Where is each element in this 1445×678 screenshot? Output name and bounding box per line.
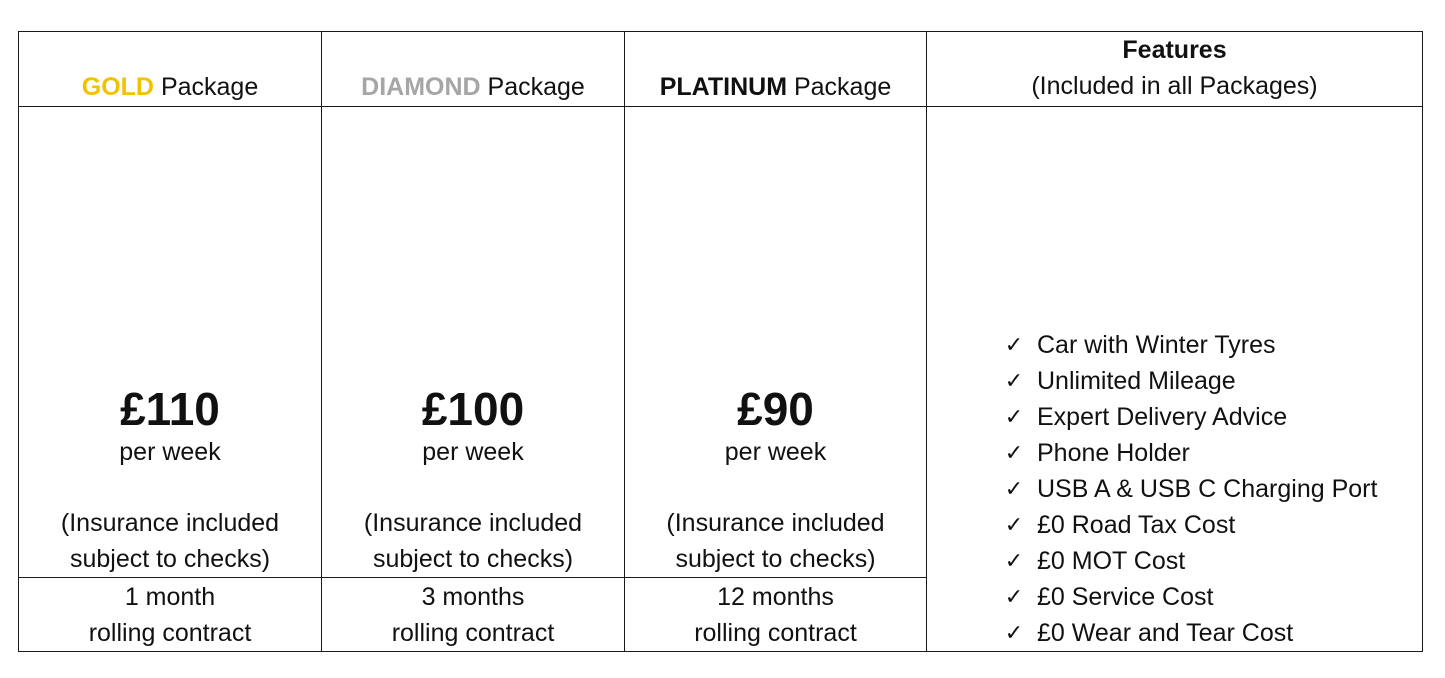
feature-item — [991, 543, 1422, 579]
feature-label: USB A & USB C Charging Port — [1037, 475, 1378, 503]
feature-item — [991, 327, 1422, 363]
platinum-insurance-line2: subject to checks) — [675, 545, 876, 573]
gold-contract — [19, 579, 321, 651]
feature-label: Unlimited Mileage — [1037, 367, 1236, 395]
features-subtitle: (Included in all Packages) — [1031, 72, 1318, 100]
features-header — [927, 32, 1422, 106]
diamond-contract-line1: 3 months — [421, 583, 525, 611]
header-row — [19, 32, 1423, 107]
feature-label: £0 Wear and Tear Cost — [1037, 619, 1294, 647]
platinum-contract-line2: rolling contract — [694, 619, 857, 647]
price-row — [19, 107, 1423, 578]
platinum-contract — [625, 579, 926, 651]
feature-item — [991, 507, 1422, 543]
gold-period: per week — [119, 438, 221, 466]
platinum-package-title — [625, 72, 926, 106]
diamond-insurance-note — [322, 505, 624, 577]
diamond-package-title — [322, 72, 624, 106]
gold-insurance-line1: (Insurance included — [60, 509, 280, 537]
platinum-insurance-note — [625, 505, 926, 577]
diamond-contract-cell — [322, 578, 625, 652]
platinum-contract-line1: 12 months — [717, 583, 834, 611]
gold-package-title — [19, 72, 321, 106]
gold-insurance-note — [19, 505, 321, 577]
gold-contract-line1: 1 month — [124, 583, 216, 611]
platinum-price: £90 — [737, 383, 814, 435]
gold-package-name: GOLD — [81, 73, 154, 101]
feature-item — [991, 471, 1422, 507]
gold-price: £110 — [120, 383, 220, 435]
pricing-table — [18, 31, 1423, 652]
diamond-package-name: DIAMOND — [361, 73, 481, 101]
feature-label: Expert Delivery Advice — [1037, 403, 1288, 431]
features-list — [927, 327, 1422, 651]
feature-item — [991, 615, 1422, 651]
feature-label: £0 Road Tax Cost — [1037, 511, 1236, 539]
diamond-insurance-line1: (Insurance included — [363, 509, 583, 537]
diamond-contract — [322, 579, 624, 651]
check-icon: ✓ — [1004, 368, 1024, 393]
diamond-price-cell — [322, 107, 625, 578]
check-icon: ✓ — [1004, 404, 1024, 429]
platinum-package-name: PLATINUM — [659, 73, 788, 101]
gold-package-suffix: Package — [160, 73, 259, 101]
feature-item — [991, 363, 1422, 399]
gold-header-cell — [19, 32, 322, 107]
gold-contract-line2: rolling contract — [88, 619, 252, 647]
platinum-insurance-line1: (Insurance included — [666, 509, 885, 537]
check-icon: ✓ — [1004, 584, 1024, 609]
features-list-cell — [927, 107, 1423, 652]
diamond-price: £100 — [421, 383, 525, 435]
diamond-package-suffix: Package — [487, 73, 585, 101]
check-icon: ✓ — [1004, 548, 1024, 573]
platinum-price-cell — [625, 107, 927, 578]
feature-label: £0 MOT Cost — [1037, 547, 1186, 575]
feature-item — [991, 435, 1422, 471]
feature-item — [991, 399, 1422, 435]
feature-item — [991, 579, 1422, 615]
diamond-period: per week — [422, 438, 524, 466]
check-icon: ✓ — [1004, 512, 1024, 537]
gold-price-cell — [19, 107, 322, 578]
feature-label: Phone Holder — [1037, 439, 1190, 467]
platinum-package-suffix: Package — [793, 73, 892, 101]
feature-label: £0 Service Cost — [1037, 583, 1214, 611]
check-icon: ✓ — [1004, 620, 1024, 645]
diamond-contract-line2: rolling contract — [391, 619, 555, 647]
platinum-header-cell — [625, 32, 927, 107]
gold-contract-cell — [19, 578, 322, 652]
diamond-insurance-line2: subject to checks) — [372, 545, 574, 573]
features-header-cell — [927, 32, 1423, 107]
check-icon: ✓ — [1004, 476, 1024, 501]
gold-insurance-line2: subject to checks) — [69, 545, 271, 573]
platinum-contract-cell — [625, 578, 927, 652]
check-icon: ✓ — [1004, 332, 1024, 357]
feature-label: Car with Winter Tyres — [1037, 331, 1276, 359]
features-title: Features — [1122, 36, 1227, 64]
check-icon: ✓ — [1004, 440, 1024, 465]
diamond-header-cell — [322, 32, 625, 107]
platinum-period: per week — [724, 438, 827, 466]
